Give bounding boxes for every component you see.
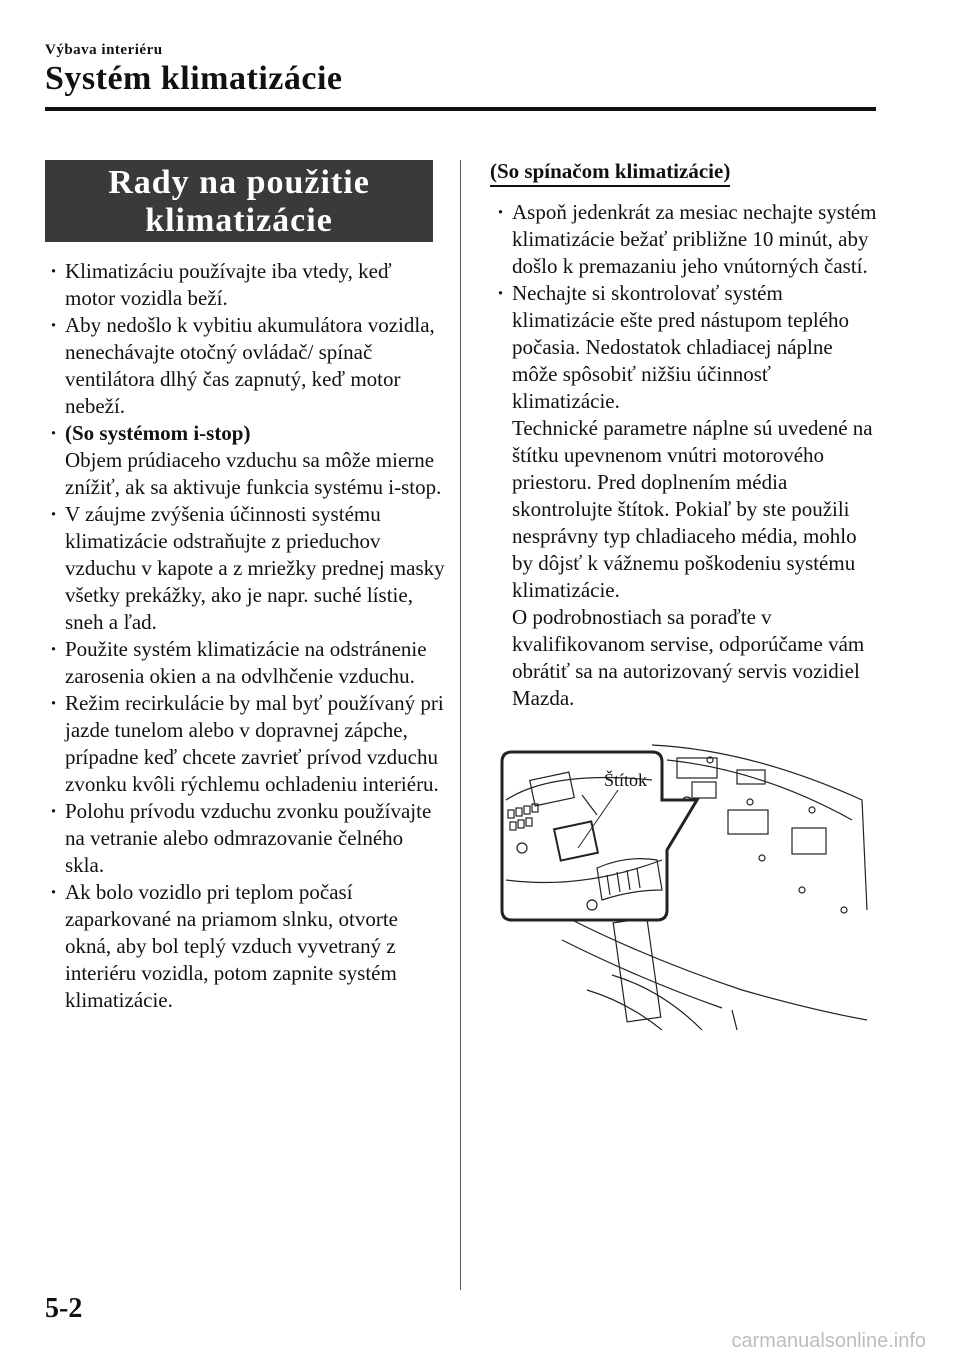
bullet-dot-icon: · [50, 259, 58, 283]
bullet-text: Režim recirkulácie by mal byť používaný pri jazde tunelom alebo v dopravnej zápche, prípadne keď chcete zavrieť prívod vzduchu zvonku kvôli rýchlemu ochladeniu interiéru. [65, 691, 444, 796]
bullet-item [45, 258, 445, 312]
bullet-dot-icon: · [50, 799, 58, 823]
page-title: Systém klimatizácie [45, 60, 343, 97]
bullet-text: Použite systém klimatizácie na odstránenie zarosenia okien a na odvlhčenie vzduchu. [65, 637, 427, 688]
column-divider [460, 160, 461, 1290]
bullet-item [492, 280, 882, 712]
bullet-item [45, 420, 445, 501]
bullet-dot-icon: · [497, 281, 505, 305]
section-title-line2: klimatizácie [145, 202, 333, 239]
bullet-text: Aby nedošlo k vybitiu akumulátora vozidla, nenechávajte otočný ovládač/ spínač ventilátora dlhý čas zapnutý, keď motor nebeží. [65, 313, 435, 418]
bullet-text: Objem prúdiaceho vzduchu sa môže mierne znížiť, ak sa aktivuje funkcia systému i-stop. [65, 448, 442, 499]
right-column [492, 199, 882, 712]
left-column [45, 258, 445, 1014]
bullet-item [45, 690, 445, 798]
bullet-paragraph: O podrobnostiach sa poraďte v kvalifikovanom servise, odporúčame vám obrátiť sa na autorizovaný servis vozidiel Mazda. [512, 605, 865, 710]
bullet-item [45, 312, 445, 420]
engine-bay-illustration [492, 740, 882, 1030]
title-rule [45, 107, 876, 111]
bullet-text: Nechajte si skontrolovať systém klimatizácie ešte pred nástupom teplého počasia. Nedostatok chladiacej náplne môže spôsobiť nižšiu účinnosť klimatizácie. [512, 281, 850, 413]
bullet-text: V záujme zvýšenia účinnosti systému klimatizácie odstraňujte z prieduchov vzduchu v kapote a z mriežky prednej masky všetky prekážky, ako je napr. suché lístie, sneh a ľad. [65, 502, 445, 634]
bullet-text: Polohu prívodu vzduchu zvonku používajte na vetranie alebo odmrazovanie čelného skla. [65, 799, 432, 877]
bullet-item [45, 798, 445, 879]
section-title-box [45, 160, 433, 242]
bullet-text: Ak bolo vozidlo pri teplom počasí zaparkované na priamom slnku, otvorte okná, aby bol teplý vzduch vyvetraný z interiéru vozidla, potom zapnite systém klimatizácie. [65, 880, 398, 1012]
subheading: (So spínačom klimatizácie) [490, 158, 730, 187]
callout-label: Štítok [604, 770, 648, 790]
bullet-dot-icon: · [50, 637, 58, 661]
page-number: 5-2 [45, 1293, 83, 1324]
bullet-heading: (So systémom i-stop) [65, 421, 251, 445]
bullet-text: Aspoň jedenkrát za mesiac nechajte systém klimatizácie bežať približne 10 minút, aby došlo k premazaniu jeho vnútorných častí. [512, 200, 877, 278]
bullet-dot-icon: · [50, 313, 58, 337]
bullet-item [45, 636, 445, 690]
bullet-dot-icon: · [50, 502, 58, 526]
bullet-item [45, 501, 445, 636]
watermark: carmanualsonline.info [731, 1330, 926, 1352]
bullet-text: Klimatizáciu používajte iba vtedy, keď motor vozidla beží. [65, 259, 392, 310]
breadcrumb: Výbava interiéru [45, 42, 163, 58]
bullet-item [492, 199, 882, 280]
bullet-item [45, 879, 445, 1014]
bullet-dot-icon: · [497, 200, 505, 224]
bullet-paragraph: Technické parametre náplne sú uvedené na štítku upevnenom vnútri motorového priestoru. Pred doplnením média skontrolujte štítok. Pokiaľ by ste použili nesprávny typ chladiaceho média, mohlo by dôjsť k vážnemu poškodeniu systému klimatizácie. [512, 416, 873, 602]
engine-bay-figure [492, 740, 882, 1030]
bullet-dot-icon: · [50, 691, 58, 715]
bullet-dot-icon: · [50, 880, 58, 904]
section-title-line1: Rady na použitie [108, 164, 370, 201]
bullet-dot-icon: · [50, 421, 58, 445]
